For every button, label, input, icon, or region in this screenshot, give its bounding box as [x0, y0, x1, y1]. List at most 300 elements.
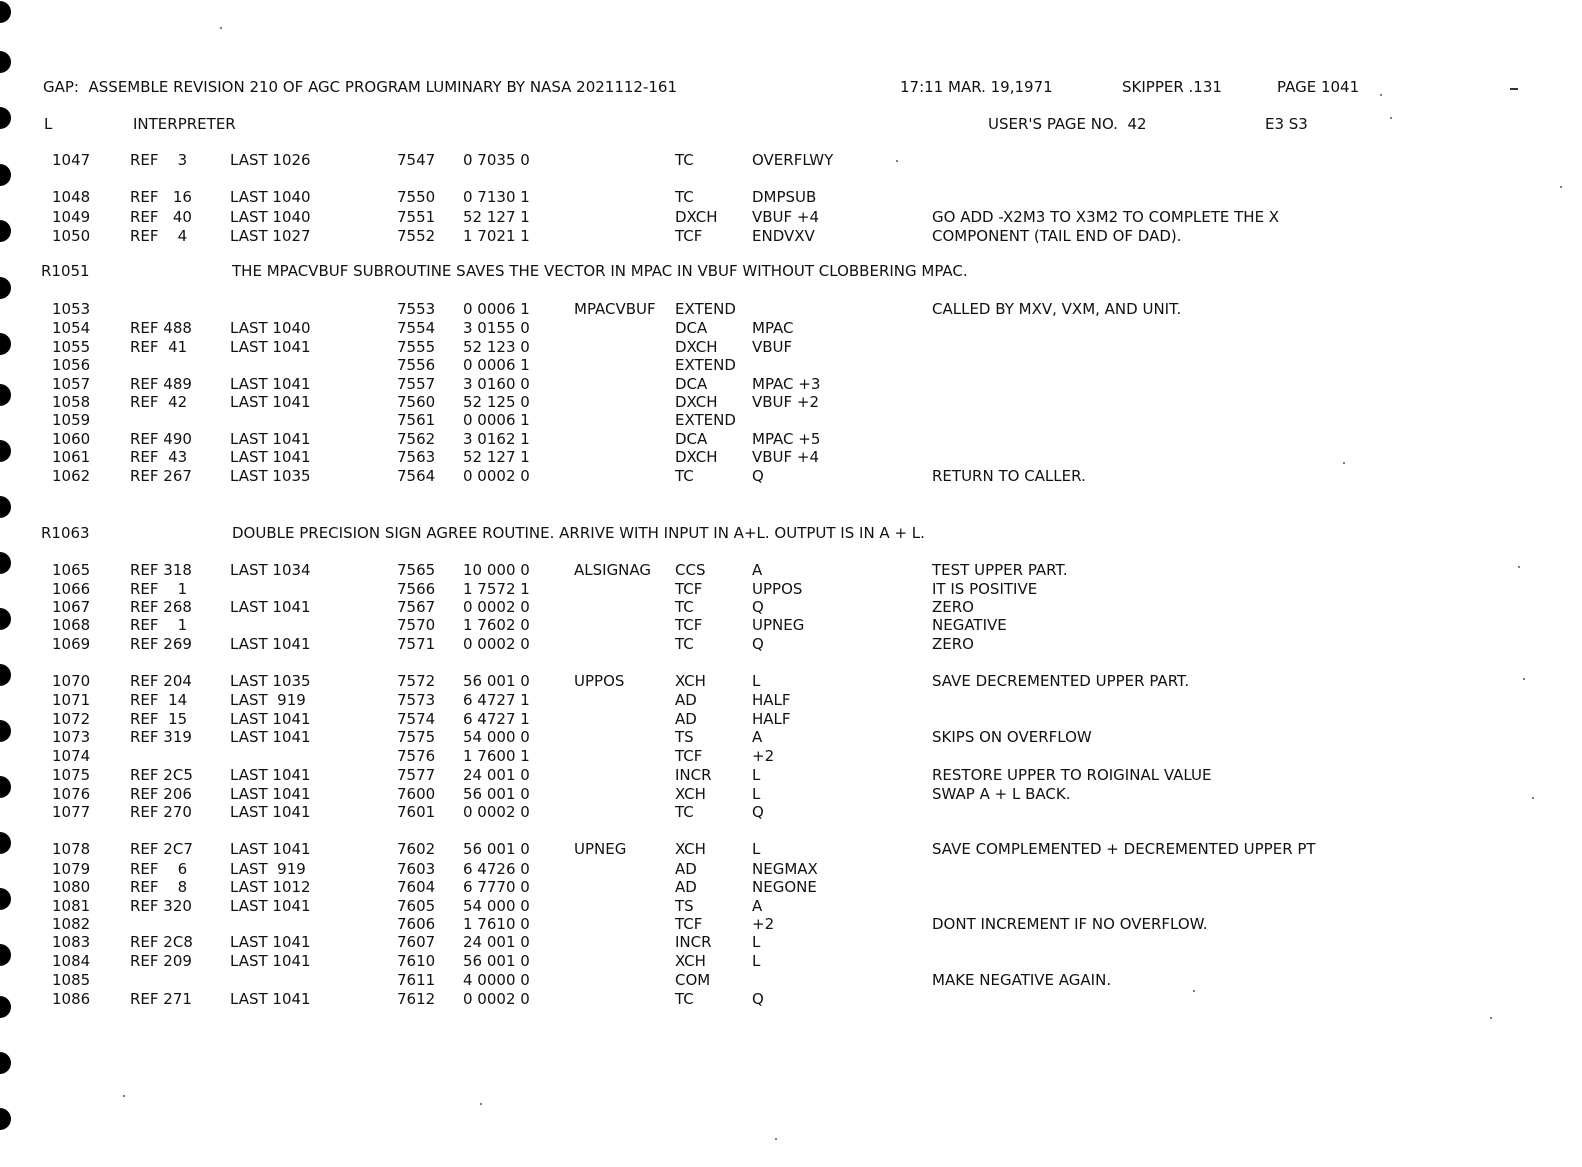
- line-number: 1059: [52, 411, 91, 429]
- ref-field: REF 4: [130, 227, 188, 245]
- opcode: TS: [675, 728, 694, 746]
- line-number: 1047: [52, 151, 91, 169]
- symbol-label: MPACVBUF: [574, 300, 656, 318]
- last-field: LAST 1041: [230, 990, 311, 1008]
- operand: OVERFLWY: [752, 151, 834, 169]
- last-field: LAST 1041: [230, 766, 311, 784]
- last-field: LAST 1041: [230, 338, 311, 356]
- object-code: 1 7602 0: [463, 616, 530, 634]
- opcode: TC: [675, 467, 694, 485]
- line-number: 1081: [52, 897, 91, 915]
- symbol-label: UPPOS: [574, 672, 625, 690]
- line-number: 1078: [52, 840, 91, 858]
- address: 7604: [397, 878, 436, 896]
- scan-speck: [896, 160, 898, 162]
- punch-hole: [0, 384, 11, 406]
- operand: VBUF +4: [752, 448, 820, 466]
- operand: ENDVXV: [752, 227, 815, 245]
- last-field: LAST 1040: [230, 188, 311, 206]
- last-field: LAST 1012: [230, 878, 311, 896]
- object-code: 6 4726 0: [463, 860, 530, 878]
- object-code: 56 001 0: [463, 952, 530, 970]
- ref-field: REF 489: [130, 375, 192, 393]
- operand: VBUF: [752, 338, 793, 356]
- address: 7600: [397, 785, 436, 803]
- address: 7605: [397, 897, 436, 915]
- line-number: 1068: [52, 616, 91, 634]
- margin-dash: [1510, 88, 1518, 90]
- address: 7565: [397, 561, 436, 579]
- punch-hole: [0, 720, 11, 742]
- line-number: 1053: [52, 300, 91, 318]
- ref-field: REF 16: [130, 188, 192, 206]
- ref-field: REF 40: [130, 208, 192, 226]
- address: 7553: [397, 300, 436, 318]
- comment: ZERO: [932, 635, 974, 653]
- comment: DONT INCREMENT IF NO OVERFLOW.: [932, 915, 1208, 933]
- line-number: 1049: [52, 208, 91, 226]
- comment: SKIPS ON OVERFLOW: [932, 728, 1092, 746]
- last-field: LAST 1041: [230, 803, 311, 821]
- opcode: TCF: [675, 616, 703, 634]
- line-number: 1054: [52, 319, 91, 337]
- line-number: 1073: [52, 728, 91, 746]
- object-code: 52 127 1: [463, 208, 530, 226]
- remark-number: R1063: [41, 524, 90, 542]
- ref-field: REF 1: [130, 580, 188, 598]
- opcode: EXTEND: [675, 300, 736, 318]
- address: 7601: [397, 803, 436, 821]
- ref-field: REF 2C8: [130, 933, 193, 951]
- last-field: LAST 1040: [230, 208, 311, 226]
- skipper-label: SKIPPER .131: [1122, 78, 1222, 96]
- comment: SWAP A + L BACK.: [932, 785, 1071, 803]
- last-field: LAST 1035: [230, 467, 311, 485]
- scan-speck: [1390, 117, 1392, 119]
- operand: +2: [752, 915, 775, 933]
- object-code: 54 000 0: [463, 728, 530, 746]
- opcode: XCH: [675, 785, 706, 803]
- last-field: LAST 1041: [230, 840, 311, 858]
- users-page-number: USER'S PAGE NO. 42: [988, 115, 1147, 133]
- address: 7550: [397, 188, 436, 206]
- ref-field: REF 2C7: [130, 840, 193, 858]
- last-field: LAST 1034: [230, 561, 311, 579]
- scan-speck: [123, 1095, 125, 1097]
- opcode: TC: [675, 188, 694, 206]
- ref-field: REF 41: [130, 338, 188, 356]
- address: 7567: [397, 598, 436, 616]
- opcode: TC: [675, 635, 694, 653]
- ref-field: REF 206: [130, 785, 192, 803]
- last-field: LAST 1041: [230, 785, 311, 803]
- address: 7574: [397, 710, 436, 728]
- comment: IT IS POSITIVE: [932, 580, 1038, 598]
- punch-hole: [0, 996, 11, 1018]
- punch-hole: [0, 664, 11, 686]
- operand: Q: [752, 467, 764, 485]
- operand: A: [752, 561, 763, 579]
- address: 7556: [397, 356, 436, 374]
- ref-field: REF 320: [130, 897, 192, 915]
- address: 7612: [397, 990, 436, 1008]
- symbol-label: ALSIGNAG: [574, 561, 652, 579]
- opcode: DCA: [675, 319, 708, 337]
- address: 7566: [397, 580, 436, 598]
- opcode: EXTEND: [675, 411, 736, 429]
- last-field: LAST 1041: [230, 430, 311, 448]
- line-number: 1079: [52, 860, 91, 878]
- opcode: TCF: [675, 915, 703, 933]
- punch-hole: [0, 944, 11, 966]
- object-code: 54 000 0: [463, 897, 530, 915]
- address: 7577: [397, 766, 436, 784]
- object-code: 56 001 0: [463, 840, 530, 858]
- operand: DMPSUB: [752, 188, 817, 206]
- object-code: 3 0155 0: [463, 319, 530, 337]
- operand: UPPOS: [752, 580, 803, 598]
- object-code: 1 7610 0: [463, 915, 530, 933]
- object-code: 1 7600 1: [463, 747, 530, 765]
- object-code: 56 001 0: [463, 785, 530, 803]
- operand: Q: [752, 598, 764, 616]
- opcode: COM: [675, 971, 711, 989]
- last-field: LAST 1040: [230, 319, 311, 337]
- punch-hole: [0, 888, 11, 910]
- opcode: TC: [675, 803, 694, 821]
- object-code: 0 0002 0: [463, 467, 530, 485]
- line-number: 1056: [52, 356, 91, 374]
- last-field: LAST 919: [230, 860, 306, 878]
- opcode: AD: [675, 710, 697, 728]
- line-number: 1057: [52, 375, 91, 393]
- ref-field: REF 209: [130, 952, 192, 970]
- ref-field: REF 271: [130, 990, 192, 1008]
- last-field: LAST 1035: [230, 672, 311, 690]
- opcode: DCA: [675, 430, 708, 448]
- ref-field: REF 2C5: [130, 766, 193, 784]
- object-code: 0 0002 0: [463, 635, 530, 653]
- object-code: 0 7035 0: [463, 151, 530, 169]
- address: 7611: [397, 971, 436, 989]
- object-code: 0 7130 1: [463, 188, 530, 206]
- operand: HALF: [752, 710, 791, 728]
- ref-field: REF 318: [130, 561, 192, 579]
- comment: CALLED BY MXV, VXM, AND UNIT.: [932, 300, 1182, 318]
- operand: L: [752, 766, 761, 784]
- object-code: 6 4727 1: [463, 710, 530, 728]
- operand: Q: [752, 990, 764, 1008]
- scan-speck: [480, 1103, 482, 1105]
- operand: MPAC: [752, 319, 794, 337]
- object-code: 4 0000 0: [463, 971, 530, 989]
- opcode: XCH: [675, 952, 706, 970]
- ref-field: REF 14: [130, 691, 188, 709]
- line-number: 1082: [52, 915, 91, 933]
- object-code: 3 0160 0: [463, 375, 530, 393]
- comment: RESTORE UPPER TO ROIGINAL VALUE: [932, 766, 1212, 784]
- line-number: 1069: [52, 635, 91, 653]
- punch-hole: [0, 496, 11, 518]
- comment: SAVE COMPLEMENTED + DECREMENTED UPPER PT: [932, 840, 1316, 858]
- address: 7610: [397, 952, 436, 970]
- opcode: INCR: [675, 933, 712, 951]
- opcode: TCF: [675, 747, 703, 765]
- operand: NEGONE: [752, 878, 817, 896]
- symbol-label: UPNEG: [574, 840, 627, 858]
- punch-hole: [0, 333, 11, 355]
- line-number: 1085: [52, 971, 91, 989]
- opcode: DXCH: [675, 208, 718, 226]
- ref-field: REF 270: [130, 803, 192, 821]
- assembly-title: GAP: ASSEMBLE REVISION 210 OF AGC PROGRAM LUMINARY BY NASA 2021112-161: [43, 78, 677, 96]
- object-code: 52 123 0: [463, 338, 530, 356]
- operand: Q: [752, 803, 764, 821]
- object-code: 6 4727 1: [463, 691, 530, 709]
- operand: L: [752, 933, 761, 951]
- last-field: LAST 1041: [230, 728, 311, 746]
- opcode: TC: [675, 598, 694, 616]
- line-number: 1076: [52, 785, 91, 803]
- object-code: 0 0002 0: [463, 803, 530, 821]
- operand: NEGMAX: [752, 860, 818, 878]
- operand: MPAC +5: [752, 430, 821, 448]
- operand: VBUF +2: [752, 393, 820, 411]
- ref-field: REF 488: [130, 319, 192, 337]
- scan-speck: [1560, 186, 1562, 188]
- line-number: 1077: [52, 803, 91, 821]
- comment: TEST UPPER PART.: [932, 561, 1068, 579]
- scan-speck: [1343, 462, 1345, 464]
- line-number: 1067: [52, 598, 91, 616]
- opcode: AD: [675, 878, 697, 896]
- object-code: 56 001 0: [463, 672, 530, 690]
- ref-field: REF 204: [130, 672, 192, 690]
- operand: HALF: [752, 691, 791, 709]
- punch-hole: [0, 1108, 11, 1130]
- opcode: TCF: [675, 580, 703, 598]
- address: 7570: [397, 616, 436, 634]
- address: 7607: [397, 933, 436, 951]
- address: 7547: [397, 151, 436, 169]
- last-field: LAST 1026: [230, 151, 311, 169]
- line-number: 1086: [52, 990, 91, 1008]
- ref-field: REF 6: [130, 860, 188, 878]
- opcode: TC: [675, 990, 694, 1008]
- last-field: LAST 1041: [230, 952, 311, 970]
- ref-field: REF 42: [130, 393, 188, 411]
- line-number: 1062: [52, 467, 91, 485]
- object-code: 24 001 0: [463, 933, 530, 951]
- punch-hole: [0, 1, 11, 23]
- operand: MPAC +3: [752, 375, 821, 393]
- operand: Q: [752, 635, 764, 653]
- last-field: LAST 1041: [230, 598, 311, 616]
- address: 7572: [397, 672, 436, 690]
- last-field: LAST 1027: [230, 227, 311, 245]
- remark-text: DOUBLE PRECISION SIGN AGREE ROUTINE. ARRIVE WITH INPUT IN A+L. OUTPUT IS IN A + L.: [232, 524, 925, 542]
- section-title: INTERPRETER: [133, 115, 236, 133]
- punch-hole: [0, 1052, 11, 1074]
- scan-speck: [1518, 566, 1520, 568]
- page-number: PAGE 1041: [1277, 78, 1360, 96]
- opcode: TS: [675, 897, 694, 915]
- line-number: 1074: [52, 747, 91, 765]
- object-code: 0 0002 0: [463, 990, 530, 1008]
- line-number: 1060: [52, 430, 91, 448]
- line-number: 1066: [52, 580, 91, 598]
- object-code: 1 7572 1: [463, 580, 530, 598]
- remark-number: R1051: [41, 262, 90, 280]
- object-code: 0 0006 1: [463, 411, 530, 429]
- opcode: XCH: [675, 840, 706, 858]
- operand: L: [752, 840, 761, 858]
- last-field: LAST 1041: [230, 448, 311, 466]
- punch-hole: [0, 776, 11, 798]
- ref-field: REF 1: [130, 616, 188, 634]
- address: 7561: [397, 411, 436, 429]
- section-flag: L: [44, 115, 53, 133]
- object-code: 0 0006 1: [463, 300, 530, 318]
- operand: L: [752, 952, 761, 970]
- punch-hole: [0, 440, 11, 462]
- comment: ZERO: [932, 598, 974, 616]
- object-code: 0 0002 0: [463, 598, 530, 616]
- operand: UPNEG: [752, 616, 805, 634]
- operand: VBUF +4: [752, 208, 820, 226]
- operand: L: [752, 672, 761, 690]
- object-code: 52 125 0: [463, 393, 530, 411]
- address: 7563: [397, 448, 436, 466]
- scan-speck: [1532, 797, 1534, 799]
- object-code: 52 127 1: [463, 448, 530, 466]
- ref-field: REF 490: [130, 430, 192, 448]
- comment: NEGATIVE: [932, 616, 1007, 634]
- ref-field: REF 267: [130, 467, 192, 485]
- opcode: DCA: [675, 375, 708, 393]
- listing-header: [0, 78, 1360, 96]
- scan-speck: [1193, 990, 1195, 992]
- ref-field: REF 3: [130, 151, 188, 169]
- last-field: LAST 919: [230, 691, 306, 709]
- ref-field: REF 319: [130, 728, 192, 746]
- punch-hole: [0, 51, 11, 73]
- ref-field: REF 43: [130, 448, 188, 466]
- last-field: LAST 1041: [230, 375, 311, 393]
- operand: L: [752, 785, 761, 803]
- object-code: 6 7770 0: [463, 878, 530, 896]
- ref-field: REF 15: [130, 710, 188, 728]
- address: 7575: [397, 728, 436, 746]
- opcode: TCF: [675, 227, 703, 245]
- comment: SAVE DECREMENTED UPPER PART.: [932, 672, 1190, 690]
- last-field: LAST 1041: [230, 635, 311, 653]
- address: 7576: [397, 747, 436, 765]
- operand: A: [752, 897, 763, 915]
- address: 7571: [397, 635, 436, 653]
- opcode: INCR: [675, 766, 712, 784]
- last-field: LAST 1041: [230, 393, 311, 411]
- scan-speck: [220, 27, 222, 29]
- address: 7564: [397, 467, 436, 485]
- object-code: 24 001 0: [463, 766, 530, 784]
- address: 7602: [397, 840, 436, 858]
- address: 7551: [397, 208, 436, 226]
- address: 7557: [397, 375, 436, 393]
- opcode: CCS: [675, 561, 706, 579]
- punch-hole: [0, 608, 11, 630]
- scan-speck: [1490, 1017, 1492, 1019]
- remark-text: THE MPACVBUF SUBROUTINE SAVES THE VECTOR IN MPAC IN VBUF WITHOUT CLOBBERING MPAC.: [232, 262, 968, 280]
- last-field: LAST 1041: [230, 933, 311, 951]
- assembly-time: 17:11 MAR. 19,1971: [900, 78, 1053, 96]
- ref-field: REF 268: [130, 598, 192, 616]
- line-number: 1075: [52, 766, 91, 784]
- address: 7573: [397, 691, 436, 709]
- punch-hole: [0, 220, 11, 242]
- section-header: [0, 115, 1308, 133]
- address: 7560: [397, 393, 436, 411]
- line-number: 1071: [52, 691, 91, 709]
- comment: GO ADD -X2M3 TO X3M2 TO COMPLETE THE X: [932, 208, 1280, 226]
- opcode: XCH: [675, 672, 706, 690]
- address: 7606: [397, 915, 436, 933]
- section-code: E3 S3: [1265, 115, 1308, 133]
- opcode: DXCH: [675, 448, 718, 466]
- opcode: AD: [675, 691, 697, 709]
- punch-hole: [0, 552, 11, 574]
- line-number: 1048: [52, 188, 91, 206]
- object-code: 1 7021 1: [463, 227, 530, 245]
- line-number: 1055: [52, 338, 91, 356]
- punch-hole: [0, 832, 11, 854]
- address: 7603: [397, 860, 436, 878]
- object-code: 0 0006 1: [463, 356, 530, 374]
- opcode: DXCH: [675, 338, 718, 356]
- line-number: 1080: [52, 878, 91, 896]
- last-field: LAST 1041: [230, 710, 311, 728]
- comment: MAKE NEGATIVE AGAIN.: [932, 971, 1112, 989]
- ref-field: REF 269: [130, 635, 192, 653]
- punch-hole: [0, 277, 11, 299]
- scan-speck: [1380, 94, 1382, 96]
- last-field: LAST 1041: [230, 897, 311, 915]
- scan-speck: [1523, 678, 1525, 680]
- opcode: AD: [675, 860, 697, 878]
- operand: A: [752, 728, 763, 746]
- object-code: 10 000 0: [463, 561, 530, 579]
- line-number: 1084: [52, 952, 91, 970]
- address: 7554: [397, 319, 436, 337]
- comment: COMPONENT (TAIL END OF DAD).: [932, 227, 1182, 245]
- line-number: 1061: [52, 448, 91, 466]
- opcode: TC: [675, 151, 694, 169]
- ref-field: REF 8: [130, 878, 188, 896]
- address: 7555: [397, 338, 436, 356]
- operand: +2: [752, 747, 775, 765]
- line-number: 1070: [52, 672, 91, 690]
- object-code: 3 0162 1: [463, 430, 530, 448]
- line-number: 1083: [52, 933, 91, 951]
- address: 7562: [397, 430, 436, 448]
- scan-speck: [775, 1138, 777, 1140]
- opcode: EXTEND: [675, 356, 736, 374]
- opcode: DXCH: [675, 393, 718, 411]
- line-number: 1065: [52, 561, 91, 579]
- line-number: 1050: [52, 227, 91, 245]
- line-number: 1058: [52, 393, 91, 411]
- line-number: 1072: [52, 710, 91, 728]
